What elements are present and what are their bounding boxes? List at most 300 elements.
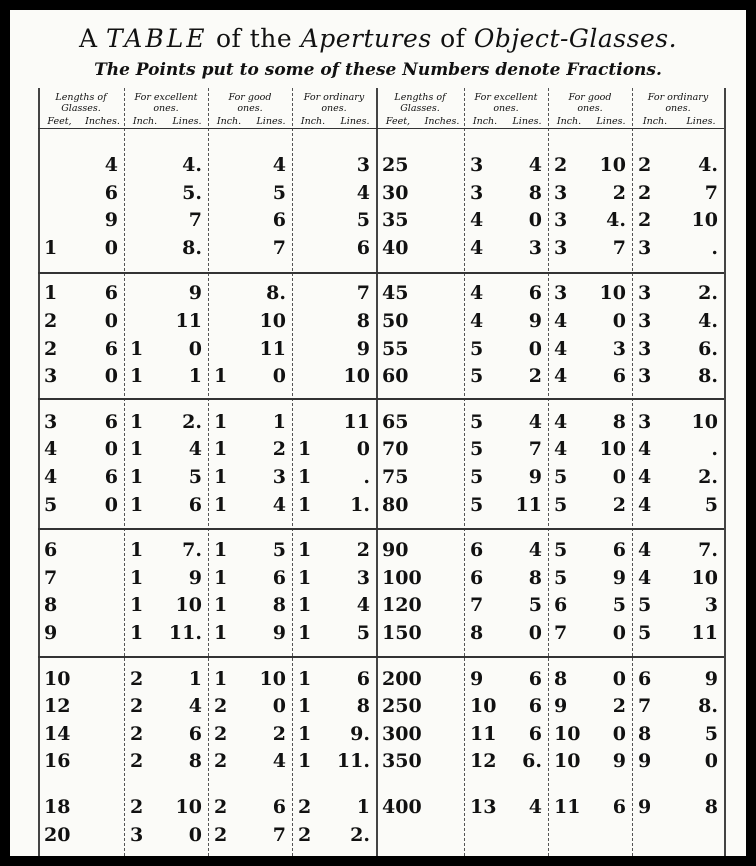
table-cell (72, 666, 118, 692)
table-cell: 6 (44, 539, 58, 562)
table-cell: 45 (382, 282, 409, 305)
table-cell: 6 (528, 695, 542, 718)
table-cell: 1 (214, 365, 228, 388)
table-cell: 2 (214, 750, 228, 773)
table-cell: . (711, 236, 718, 259)
table-cell: 8. (266, 282, 286, 305)
column-rule (292, 88, 293, 856)
table-cell (411, 794, 458, 820)
column-unit-label: Lines. (596, 116, 626, 127)
table-cell: 8. (182, 236, 202, 259)
column-rule (376, 88, 378, 856)
table-cell: 8 (356, 310, 370, 332)
table-cell: 8 (188, 750, 202, 773)
table-cell: 6 (612, 539, 626, 562)
table-cell: 1. (350, 493, 370, 516)
column-unit-label: Lines. (256, 116, 286, 127)
table-cell (411, 492, 458, 518)
table-cell: 3 (638, 310, 652, 332)
table-cell: 2. (698, 282, 718, 305)
column-unit-label: Inch. (642, 116, 668, 127)
table-cell: . (363, 466, 370, 488)
table-cell (411, 409, 458, 435)
column-group-title: For good ones. (568, 92, 612, 114)
table-cell: 3 (44, 365, 58, 388)
table-cell: 2 (130, 750, 144, 773)
table-cell: 3 (130, 823, 144, 846)
table-cell: 0 (188, 823, 202, 846)
column-rule (124, 88, 125, 856)
table-cell: 1 (298, 722, 312, 745)
table-cell: 7 (356, 282, 370, 305)
table-cell: 10 (470, 695, 497, 718)
table-cell: 2 (298, 796, 312, 818)
table-cell: 3 (554, 236, 568, 259)
table-cell: 1 (298, 466, 312, 488)
table-cell: 6 (612, 365, 626, 388)
table-cell (72, 822, 118, 848)
table-cell: 9 (528, 466, 542, 488)
table-cell: 1 (188, 667, 202, 690)
table-cell: 2 (130, 667, 144, 690)
table-cell: 1 (130, 337, 144, 360)
table-cell: 1 (298, 493, 312, 516)
table-cell: 3 (554, 209, 568, 232)
table-cell: 5 (704, 722, 718, 745)
table-cell: 6 (272, 566, 286, 589)
table-cell: 7 (554, 622, 568, 644)
table-cell: 13 (470, 796, 497, 818)
table-cell: 7 (612, 236, 626, 259)
table-cell (411, 464, 458, 490)
table-cell: 7 (528, 438, 542, 461)
table-cell: 5 (612, 594, 626, 617)
table-cell: 8 (44, 594, 58, 617)
table-cell: 10 (691, 566, 718, 589)
table-cell: 8 (528, 566, 542, 589)
table-cell: 0 (104, 493, 118, 516)
table-cell: 0 (612, 722, 626, 745)
table-cell (498, 822, 542, 848)
column-group-title: For good ones. (228, 92, 272, 114)
table-cell: 14 (44, 722, 71, 745)
table-cell: 8 (470, 622, 484, 644)
table-cell (411, 235, 458, 261)
table-cell: 7 (704, 181, 718, 204)
table-cell: 5 (470, 410, 484, 433)
table-cell: 1 (130, 410, 144, 433)
table-cell: 6 (528, 667, 542, 690)
table-page (10, 10, 746, 856)
table-cell (411, 822, 458, 848)
table-cell (411, 207, 458, 233)
table-cell: 1 (356, 796, 370, 818)
table-cell: 0 (528, 622, 542, 644)
row-rule (38, 128, 724, 129)
table-cell: 1 (130, 466, 144, 488)
table-cell: 2 (554, 154, 568, 176)
table-cell: 4 (554, 337, 568, 360)
table-cell: 8. (698, 695, 718, 718)
column-unit-label: Inch. (472, 116, 498, 127)
table-cell: 4 (554, 365, 568, 388)
table-cell: 1 (298, 438, 312, 461)
table-cell: 3 (470, 181, 484, 204)
table-cell: 2 (612, 695, 626, 718)
table-cell: 6. (698, 337, 718, 360)
table-cell: 7. (698, 539, 718, 562)
table-cell: 1 (214, 667, 228, 690)
title-apertures: Apertures (300, 24, 432, 53)
table-cell: 9. (350, 722, 370, 745)
table-cell: 6 (272, 209, 286, 232)
table-cell: 75 (382, 466, 409, 488)
table-cell: 1 (298, 566, 312, 589)
title-of-the: of the (207, 24, 301, 53)
title-lead: A (78, 24, 106, 53)
table-cell: 5 (272, 181, 286, 204)
table-cell: 6 (104, 181, 118, 204)
table-cell: 4. (182, 154, 202, 176)
row-rule (38, 656, 724, 658)
table-cell: 2 (130, 695, 144, 718)
table-cell (411, 666, 458, 692)
table-cell: 6 (104, 282, 118, 305)
table-cell: 12 (470, 750, 497, 773)
table-cell: 0 (612, 667, 626, 690)
table-cell: 6 (612, 796, 626, 818)
table-cell: 2 (356, 539, 370, 562)
column-rule (724, 88, 726, 856)
table-cell: 4 (356, 181, 370, 204)
row-rule (38, 272, 724, 274)
column-rule (38, 88, 40, 856)
table-cell: 11. (168, 622, 202, 644)
table-cell: 6 (104, 466, 118, 488)
table-cell: 3 (554, 181, 568, 204)
table-cell: 0 (528, 337, 542, 360)
table-cell: 35 (382, 209, 409, 232)
table-cell: 60 (382, 365, 409, 388)
table-cell: 10 (175, 796, 202, 818)
table-cell: 4 (638, 493, 652, 516)
table-cell: 9 (612, 566, 626, 589)
table-cell: 2 (214, 695, 228, 718)
table-cell: 7 (188, 209, 202, 232)
table-cell: 1 (298, 539, 312, 562)
table-cell: 1 (214, 410, 228, 433)
row-rule (38, 398, 724, 400)
table-cell: 9 (44, 622, 58, 644)
table-cell: 1 (130, 493, 144, 516)
table-cell: 4. (698, 310, 718, 332)
table-cell (669, 822, 718, 848)
table-cell: 0 (104, 236, 118, 259)
table-cell: 6 (188, 722, 202, 745)
table-cell: 5 (470, 466, 484, 488)
column-unit-label: Inch. (132, 116, 158, 127)
table-cell: 9 (704, 667, 718, 690)
table-cell: 2 (272, 438, 286, 461)
table-cell: 9 (554, 695, 568, 718)
table-cell: 250 (382, 695, 422, 718)
table-cell: 1 (130, 594, 144, 617)
table-cell: 5. (182, 181, 202, 204)
title-table-word: TABLE (105, 24, 208, 53)
table-cell: 1 (130, 365, 144, 388)
table-cell: 5 (470, 337, 484, 360)
table-cell: 1 (214, 594, 228, 617)
table-cell: 5 (470, 438, 484, 461)
table-cell: 0 (704, 750, 718, 773)
table-cell: 0 (272, 695, 286, 718)
table-cell: 4 (554, 410, 568, 433)
table-cell: 4 (272, 154, 286, 176)
column-group-title: For ordinary ones. (647, 92, 709, 114)
table-cell: 2 (44, 310, 58, 332)
column-unit-label: Inch. (300, 116, 326, 127)
table-cell: 2 (130, 796, 144, 818)
table-cell: 0 (104, 365, 118, 388)
column-rule (208, 88, 209, 856)
table-cell: 11 (691, 622, 718, 644)
column-unit-label: Feet, (47, 116, 72, 127)
column-group-title: Lengths of Glasses. (55, 92, 107, 114)
table-cell: 1 (298, 594, 312, 617)
table-cell: 9 (272, 622, 286, 644)
table-cell: 16 (44, 750, 71, 773)
table-cell: 2 (44, 337, 58, 360)
table-cell: 3 (704, 594, 718, 617)
table-cell: 3 (638, 236, 652, 259)
table-cell: 0 (612, 310, 626, 332)
table-cell: 1 (214, 466, 228, 488)
table-cell: 3 (272, 466, 286, 488)
table-cell: 11 (259, 337, 286, 360)
table-cell: 4 (272, 493, 286, 516)
table-cell: 6 (356, 667, 370, 690)
table-cell: 1 (214, 539, 228, 562)
table-cell: 4 (638, 539, 652, 562)
table-cell: 1 (130, 438, 144, 461)
table-cell: 4 (470, 236, 484, 259)
table-cell (72, 748, 118, 774)
table-cell: 10 (175, 594, 202, 617)
table-cell: 18 (44, 796, 71, 818)
table-cell: 2. (698, 466, 718, 488)
table-cell: 3 (356, 566, 370, 589)
table-cell: 5 (356, 622, 370, 644)
table-cell: 8 (554, 667, 568, 690)
table-cell: 5 (638, 594, 652, 617)
table-cell (72, 794, 118, 820)
table-cell (411, 363, 458, 389)
table-cell: 1 (214, 438, 228, 461)
table-cell: 7 (272, 236, 286, 259)
table-cell: 0 (272, 365, 286, 388)
table-cell: 4 (638, 566, 652, 589)
page-title (10, 24, 746, 53)
table-cell: . (711, 438, 718, 461)
table-cell: 5 (554, 566, 568, 589)
table-cell: 4 (44, 438, 58, 461)
table-cell: 25 (382, 154, 409, 176)
table-cell: 1 (272, 410, 286, 433)
table-cell (72, 693, 118, 719)
table-cell: 5 (188, 466, 202, 488)
column-unit-label: Lines. (340, 116, 370, 127)
column-unit-label: Lines. (686, 116, 716, 127)
table-cell (411, 565, 458, 591)
table-cell: 8 (638, 722, 652, 745)
table-cell: 10 (691, 410, 718, 433)
column-rule (464, 88, 465, 856)
table-cell: 50 (382, 310, 409, 332)
table-cell: 3 (638, 337, 652, 360)
table-cell: 3 (638, 365, 652, 388)
table-cell: 9 (638, 750, 652, 773)
table-cell: 4 (470, 282, 484, 305)
table-cell: 0 (612, 622, 626, 644)
table-cell: 5 (470, 365, 484, 388)
table-cell (411, 693, 458, 719)
table-cell: 10 (691, 209, 718, 232)
table-cell: 9 (188, 566, 202, 589)
table-cell: 5 (272, 539, 286, 562)
table-cell: 8 (528, 181, 542, 204)
table-cell: 7 (272, 823, 286, 846)
table-cell: 6 (188, 493, 202, 516)
table-cell: 2 (638, 209, 652, 232)
table-cell: 7 (470, 594, 484, 617)
column-unit-label: Lines. (512, 116, 542, 127)
table-cell: 1 (214, 566, 228, 589)
table-cell (411, 620, 458, 646)
table-cell: 30 (382, 181, 409, 204)
column-rule (632, 88, 633, 856)
table-cell (411, 592, 458, 618)
table-cell: 11 (554, 796, 581, 818)
table-cell: 0 (188, 337, 202, 360)
table-cell (72, 537, 118, 563)
table-cell (72, 592, 118, 618)
column-unit-label: Inches. (85, 116, 120, 127)
table-cell: 6 (528, 722, 542, 745)
table-cell: 8 (356, 695, 370, 718)
table-cell: 11 (470, 722, 497, 745)
table-cell: 1 (44, 236, 58, 259)
table-cell: 10 (554, 722, 581, 745)
table-cell: 4 (528, 796, 542, 818)
table-cell: 4 (528, 539, 542, 562)
table-cell: 350 (382, 750, 422, 773)
table-cell: 7. (182, 539, 202, 562)
table-cell: 4 (554, 310, 568, 332)
table-cell: 2 (214, 823, 228, 846)
column-group-title: Lengths of Glasses. (394, 92, 446, 114)
table-cell: 6 (104, 410, 118, 433)
table-cell: 2 (272, 722, 286, 745)
table-cell: 6. (522, 750, 542, 773)
table-cell: 6 (528, 282, 542, 305)
table-cell: 5 (554, 466, 568, 488)
table-cell: 0 (356, 438, 370, 461)
table-cell: 8 (612, 410, 626, 433)
table-cell: 8. (698, 365, 718, 388)
title-of: of (431, 24, 474, 53)
table-cell: 3 (528, 236, 542, 259)
table-cell (411, 308, 458, 334)
table-cell: 4 (470, 209, 484, 232)
table-cell: 4 (638, 438, 652, 461)
table-cell: 400 (382, 796, 422, 818)
table-cell: 1 (298, 695, 312, 718)
table-cell: 8 (704, 796, 718, 818)
table-cell: 3 (470, 154, 484, 176)
table-cell: 9 (612, 750, 626, 773)
table-cell: 6 (470, 566, 484, 589)
table-cell: 4 (104, 154, 118, 176)
table-cell: 9 (104, 209, 118, 232)
table-cell: 4 (356, 594, 370, 617)
table-cell: 11 (343, 410, 370, 433)
table-cell: 9 (356, 337, 370, 360)
table-cell: 100 (382, 566, 422, 589)
table-cell (411, 721, 458, 747)
table-cell: 2. (350, 823, 370, 846)
table-cell: 6 (470, 539, 484, 562)
table-cell: 4 (188, 438, 202, 461)
table-cell (72, 721, 118, 747)
column-unit-label: Lines. (172, 116, 202, 127)
table-cell: 10 (554, 750, 581, 773)
table-cell: 3 (356, 154, 370, 176)
table-cell: 80 (382, 493, 409, 516)
table-cell: 4 (272, 750, 286, 773)
table-cell: 2 (130, 722, 144, 745)
table-cell: 5 (356, 209, 370, 232)
table-cell: 1 (298, 622, 312, 644)
table-cell: 40 (382, 236, 409, 259)
table-cell: 10 (259, 310, 286, 332)
table-cell: 4 (554, 438, 568, 461)
table-cell: 4 (528, 154, 542, 176)
row-rule (38, 528, 724, 530)
table-cell: 5 (554, 493, 568, 516)
table-cell: 3 (638, 282, 652, 305)
table-cell: 0 (612, 466, 626, 488)
table-cell: 1 (130, 566, 144, 589)
table-cell: 65 (382, 410, 409, 433)
table-cell: 5 (44, 493, 58, 516)
table-cell: 3 (554, 282, 568, 305)
table-cell: 20 (44, 823, 71, 846)
table-cell: 200 (382, 667, 422, 690)
title-object-glasses: Object-Glasses. (473, 24, 678, 53)
table-cell: 1 (130, 539, 144, 562)
table-cell: 4 (638, 466, 652, 488)
table-cell: 4 (528, 410, 542, 433)
table-cell: 12 (44, 695, 71, 718)
table-cell: 10 (599, 154, 626, 176)
table-cell: 6 (638, 667, 652, 690)
table-cell (72, 565, 118, 591)
table-cell (411, 436, 458, 462)
table-cell: 6 (104, 337, 118, 360)
table-cell: 2 (612, 181, 626, 204)
table-cell: 6 (554, 594, 568, 617)
page-subtitle: The Points put to some of these Numbers denote Fractions. (94, 60, 662, 80)
